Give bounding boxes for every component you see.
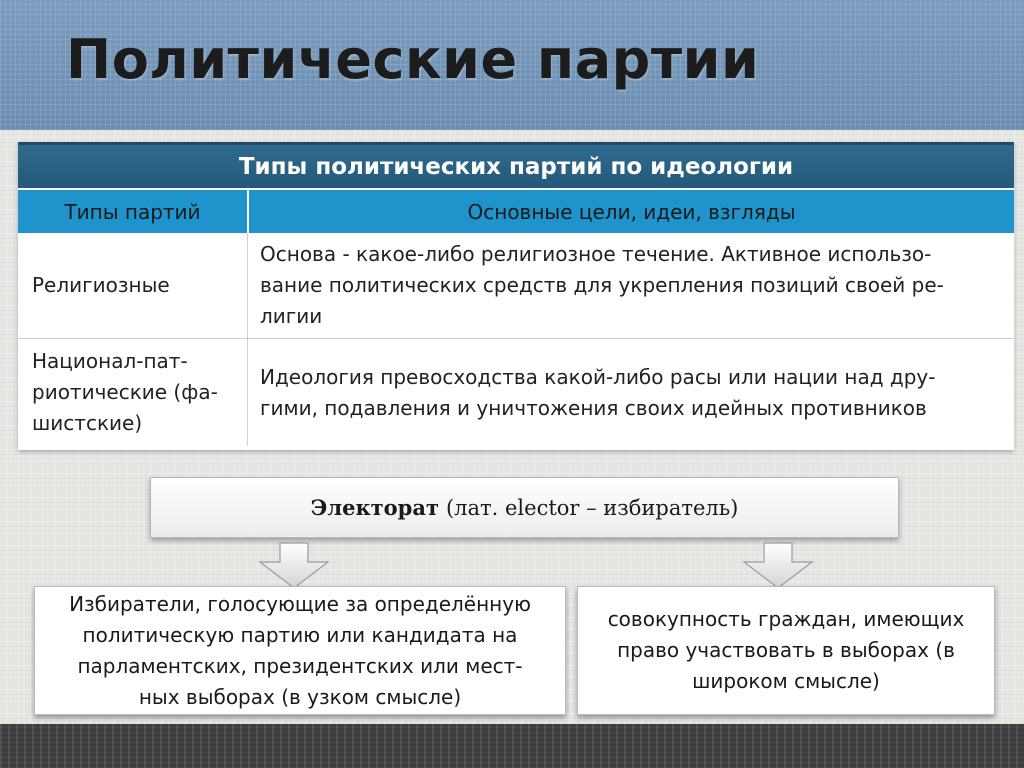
arrow-down-right-icon — [742, 542, 814, 590]
party-goals-line: вание политических средств для укрепления позиций своей ре- — [260, 273, 944, 297]
electorate-term: Электорат — [310, 495, 439, 520]
broad-meaning-line: совокупность граждан, имеющих — [607, 607, 965, 631]
party-type-cell — [18, 339, 247, 446]
party-goals-cell — [247, 339, 1014, 446]
party-goals-line: Основа - какое-либо религиозное течение. Активное использо- — [260, 242, 932, 266]
ideology-table — [18, 142, 1014, 450]
column-header-types: Типы партий — [64, 199, 201, 224]
party-type-line: Национал-пат- — [32, 349, 188, 373]
party-goals-line: Идеология превосходства какой-либо расы или нации над дру- — [260, 364, 936, 389]
narrow-meaning-box — [34, 586, 566, 715]
table-row — [18, 233, 1014, 339]
party-goals-line: лигии — [260, 304, 323, 328]
party-type-cell — [18, 233, 247, 338]
narrow-meaning-line: политическую партию или кандидата на — [82, 622, 518, 647]
party-type-line: Религиозные — [32, 273, 170, 297]
slide-title: Политические партии — [66, 28, 760, 91]
narrow-meaning-line: парламентских, президентских или мест- — [77, 653, 523, 678]
narrow-meaning-line: Избиратели, голосующие за определённую — [69, 591, 531, 616]
party-type-line: риотические (фа- — [32, 380, 218, 404]
party-goals-line: гими, подавления и уничтожения своих идейных противников — [260, 395, 927, 420]
table-row — [18, 339, 1014, 446]
broad-meaning-box — [577, 586, 995, 715]
narrow-meaning-line: ных выборах (в узком смысле) — [138, 684, 462, 709]
electorate-definition-box — [150, 477, 899, 538]
party-goals-cell — [247, 233, 1014, 338]
footer-band — [0, 724, 1024, 768]
column-header-goals: Основные цели, идеи, взгляды — [247, 190, 1014, 233]
table-caption: Типы политических партий по идеологии — [18, 142, 1014, 190]
broad-meaning-line: широком смысле) — [692, 669, 880, 693]
column-header-row — [18, 190, 1014, 233]
electorate-etymology: (лат. elector – избиратель) — [445, 495, 739, 520]
party-type-line: шистские) — [32, 411, 143, 435]
broad-meaning-line: право участвовать в выборах (в — [617, 638, 955, 662]
arrow-down-left-icon — [258, 542, 330, 590]
